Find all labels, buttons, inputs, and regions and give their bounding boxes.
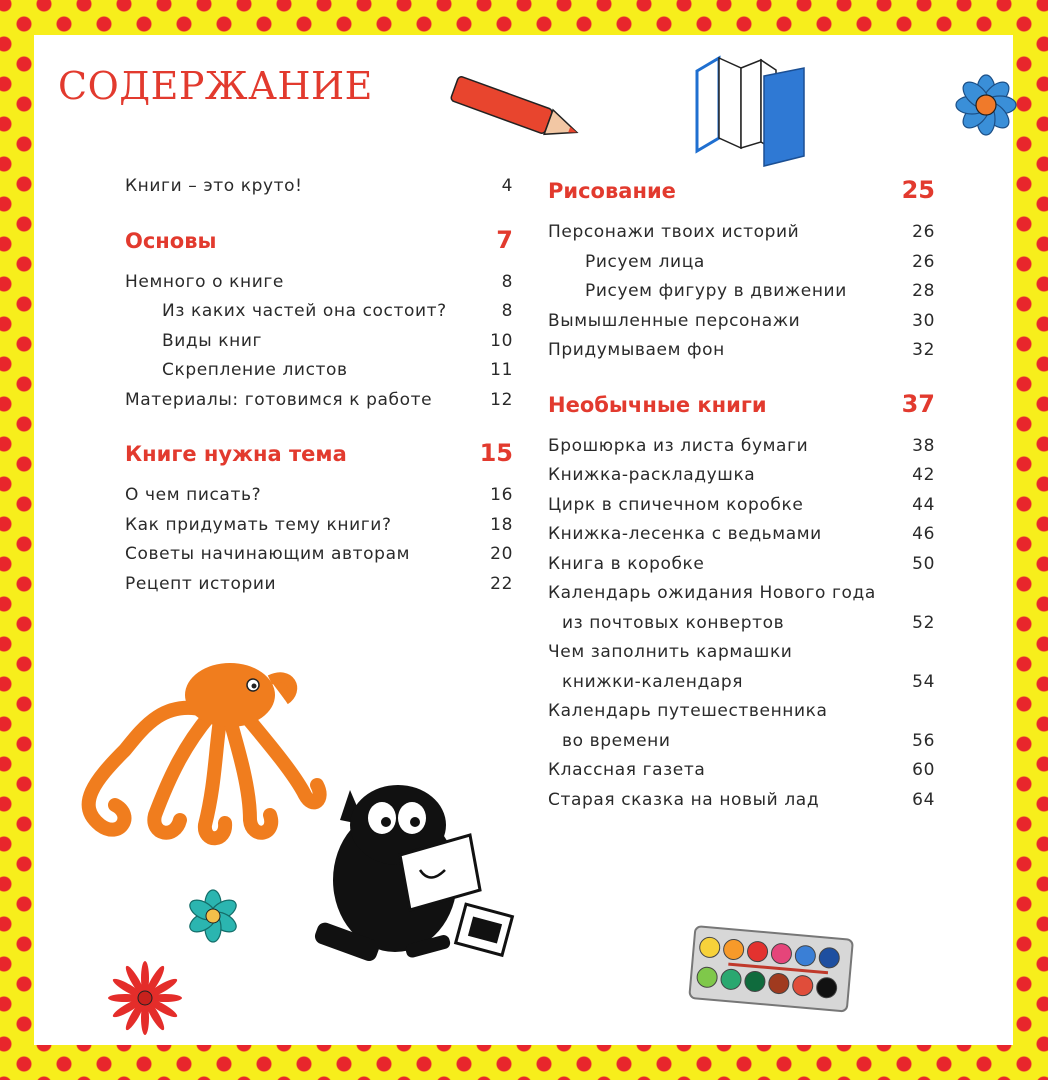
toc-entry-title: Чем заполнить кармашки — [548, 642, 793, 662]
toc-page-number: 42 — [912, 465, 935, 485]
toc-entry — [125, 272, 513, 302]
toc-page-number: 12 — [490, 389, 513, 410]
toc-entry — [548, 554, 935, 584]
toc-entry-title: Советы начинающим авторам — [125, 544, 411, 564]
toc-entry — [548, 672, 935, 702]
toc-section-heading — [125, 439, 513, 469]
teal-flower-icon — [185, 888, 241, 944]
toc-page-number: 16 — [490, 485, 513, 505]
toc-entry-title: Персонажи твоих историй — [548, 222, 800, 242]
toc-entry-title: Придумываем фон — [548, 340, 725, 360]
toc-page-number: 32 — [912, 340, 935, 360]
toc-entry-title: Необычные книги — [548, 392, 767, 417]
blue-flower-icon — [955, 74, 1017, 136]
toc-subentry — [548, 252, 935, 282]
toc-entry — [548, 760, 935, 790]
toc-page-number: 22 — [490, 573, 513, 594]
toc-entry-title: книжки-календаря — [562, 671, 744, 692]
toc-column-left — [125, 176, 513, 603]
toc-entry-title: Виды книг — [162, 330, 263, 351]
toc-entry — [548, 583, 935, 613]
toc-page-number: 26 — [912, 251, 935, 272]
toc-entry — [548, 311, 935, 341]
toc-page-number: 56 — [912, 730, 935, 751]
toc-page-number: 30 — [912, 310, 935, 331]
toc-page-number: 8 — [501, 271, 513, 292]
toc-entry-title: Материалы: готовимся к работе — [125, 389, 433, 410]
toc-entry-title: Скрепление листов — [162, 360, 348, 380]
toc-entry-title: Рисование — [548, 179, 676, 203]
toc-page-number: 26 — [912, 222, 935, 242]
toc-page-number: 54 — [912, 671, 935, 692]
toc-entry-title: Рисуем лица — [585, 251, 705, 272]
toc-page-number: 46 — [912, 524, 935, 544]
toc-entry-title: О чем писать? — [125, 485, 262, 505]
toc-subentry — [125, 331, 513, 361]
toc-entry-title: Цирк в спичечном коробке — [548, 494, 804, 515]
toc-entry-title: во времени — [562, 730, 671, 751]
toc-entry-title: Брошюрка из листа бумаги — [548, 435, 809, 456]
toc-page-number: 64 — [912, 789, 935, 810]
toc-entry-title: Календарь путешественника — [548, 701, 828, 721]
toc-entry-title: Немного о книге — [125, 271, 284, 292]
toc-entry — [548, 340, 935, 370]
toc-entry-title: Книжка-лесенка с ведьмами — [548, 524, 822, 544]
toc-page-number: 25 — [901, 176, 935, 204]
toc-page-number: 37 — [901, 389, 935, 418]
toc-page-number: 7 — [496, 225, 513, 254]
toc-entry-title: Из каких частей она состоит? — [162, 301, 447, 321]
toc-section-heading — [548, 390, 935, 420]
toc-entry — [548, 436, 935, 466]
pencil-icon — [445, 72, 590, 157]
toc-entry — [125, 485, 513, 515]
toc-entry — [548, 731, 935, 761]
toc-entry-title: Рецепт истории — [125, 573, 277, 594]
toc-page-number: 10 — [490, 330, 513, 351]
toc-entry — [548, 613, 935, 643]
toc-entry — [125, 176, 513, 206]
toc-page-number: 50 — [912, 553, 935, 574]
toc-page-number: 18 — [490, 514, 513, 535]
toc-entry — [548, 495, 935, 525]
toc-entry — [548, 790, 935, 820]
page-title: СОДЕРЖАНИЕ — [58, 64, 373, 108]
toc-subentry — [548, 281, 935, 311]
toc-entry-title: Основы — [125, 228, 217, 253]
octopus-illustration — [55, 655, 335, 855]
toc-entry — [125, 574, 513, 604]
toc-page-number: 4 — [501, 176, 513, 196]
toc-page-number: 8 — [501, 301, 513, 321]
toc-entry — [548, 222, 935, 252]
toc-entry — [125, 390, 513, 420]
toc-entry-title: Календарь ожидания Нового года — [548, 583, 876, 603]
toc-entry-title: Книге нужна тема — [125, 442, 347, 466]
toc-entry — [125, 544, 513, 574]
toc-page-number: 44 — [912, 494, 935, 515]
toc-entry — [548, 701, 935, 731]
toc-entry-title: из почтовых конвертов — [562, 612, 785, 633]
toc-page-number: 60 — [912, 760, 935, 780]
watercolor-palette-icon — [688, 925, 858, 1020]
toc-column-right — [548, 176, 935, 819]
toc-subentry — [125, 360, 513, 390]
toc-subentry — [125, 301, 513, 331]
toc-page-number: 38 — [912, 435, 935, 456]
toc-entry-title: Рисуем фигуру в движении — [585, 281, 847, 301]
toc-entry-title: Книги – это круто! — [125, 176, 303, 196]
toc-page-number: 52 — [912, 612, 935, 633]
toc-entry-title: Книжка-раскладушка — [548, 465, 756, 485]
toc-entry-title: Книга в коробке — [548, 553, 705, 574]
folded-paper-icon — [694, 56, 809, 171]
toc-entry-title: Старая сказка на новый лад — [548, 789, 820, 810]
toc-page-number: 28 — [912, 281, 935, 301]
toc-entry — [548, 524, 935, 554]
toc-section-heading — [125, 226, 513, 256]
toc-entry — [125, 515, 513, 545]
toc-entry — [548, 465, 935, 495]
toc-page-number: 11 — [490, 360, 513, 380]
toc-entry-title: Как придумать тему книги? — [125, 514, 392, 535]
toc-entry-title: Вымышленные персонажи — [548, 310, 801, 331]
toc-entry — [548, 642, 935, 672]
toc-page-number: 15 — [479, 439, 513, 467]
toc-entry-title: Классная газета — [548, 760, 706, 780]
toc-page-number: 20 — [490, 544, 513, 564]
red-flower-icon — [105, 958, 185, 1038]
toc-section-heading — [548, 176, 935, 206]
cat-reading-illustration — [310, 770, 530, 980]
